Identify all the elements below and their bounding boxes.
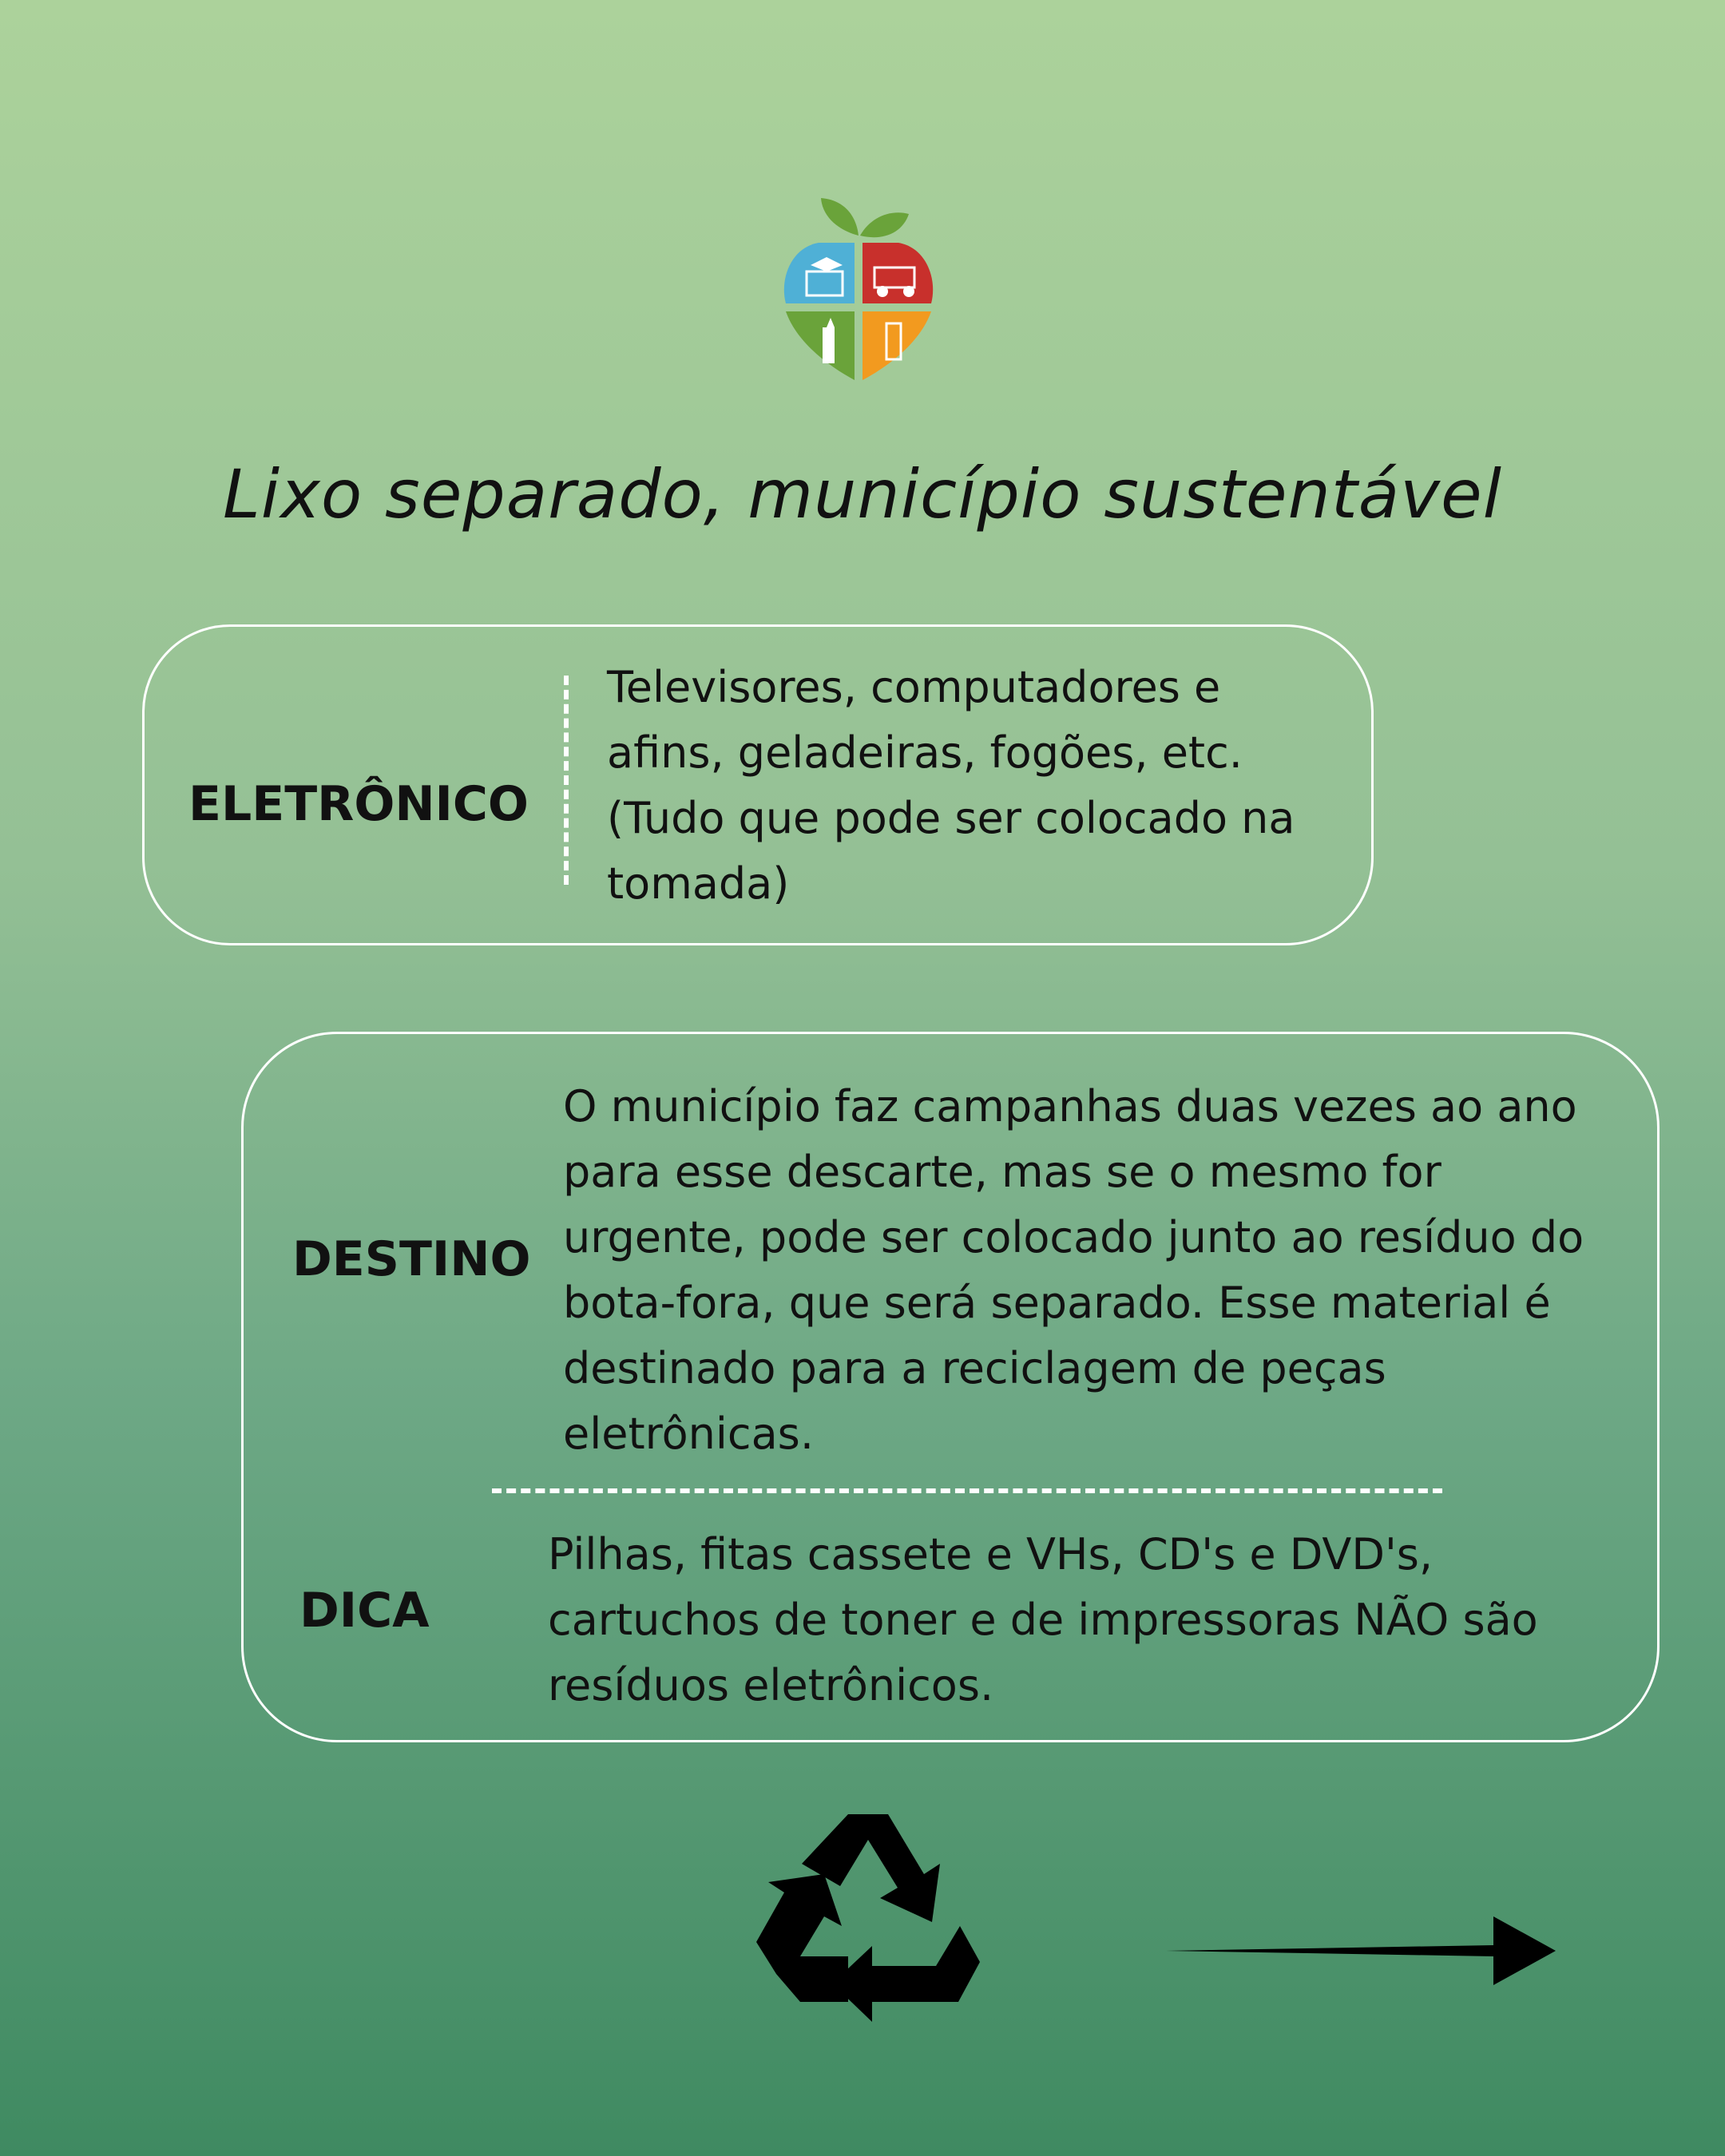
vertical-dashed-divider: [564, 676, 569, 885]
page-title: Lixo separado, município sustentável: [223, 455, 1502, 533]
destino-description: O município faz campanhas duas vezes ao ano para esse descarte, mas se o mesmo for urgente, pode ser colocado junto ao resíduo do bota-fora, que será separado. Esse material é destinado para a reciclagem de peças eletrônicas.: [563, 1081, 1584, 1459]
eletronico-label: ELETRÔNICO: [188, 776, 529, 832]
destino-label: DESTINO: [292, 1231, 531, 1287]
horizontal-dashed-divider: [492, 1488, 1442, 1493]
recycle-icon: [752, 1806, 984, 2030]
dica-description: Pilhas, fitas cassete e VHs, CD's e DVD's, cartuchos de toner e de impressoras NÃO são resíduos eletrônicos.: [548, 1529, 1538, 1710]
arrow-right-icon: [1166, 1915, 1557, 1987]
dica-label: DICA: [299, 1583, 430, 1639]
municipal-heart-logo-icon: [783, 192, 934, 383]
eletronico-description: Televisores, computadores e afins, geladeiras, fogões, etc. (Tudo que pode ser colocado na tomada): [607, 662, 1295, 909]
